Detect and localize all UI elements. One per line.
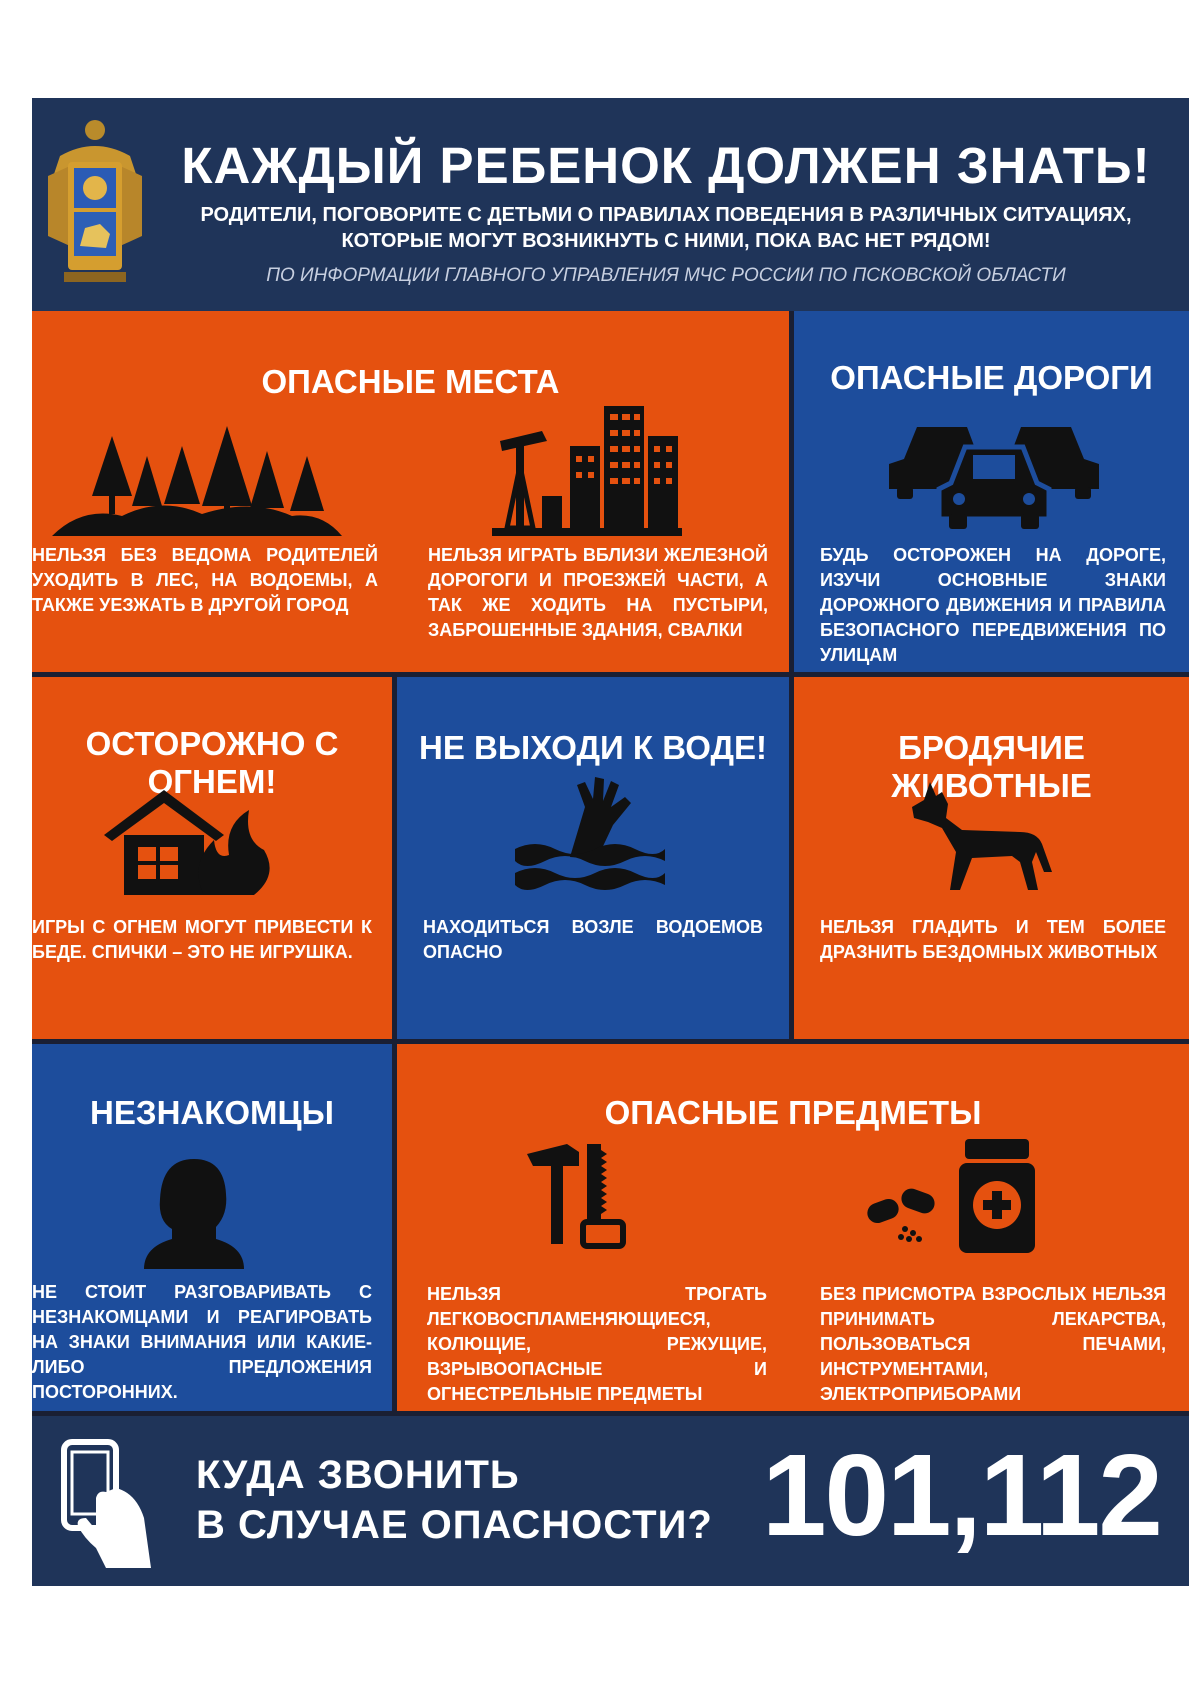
source-note: ПО ИНФОРМАЦИИ ГЛАВНОГО УПРАВЛЕНИЯ МЧС РОССИИ ПО ПСКОВСКОЙ ОБЛАСТИ	[266, 265, 1066, 286]
animals-warning-text: НЕЛЬЗЯ ГЛАДИТЬ И ТЕМ БОЛЕЕ ДРАЗНИТЬ БЕЗДОМНЫХ ЖИВОТНЫХ	[820, 917, 1166, 962]
panel-animals	[794, 677, 1189, 1039]
forest-warning-text: НЕЛЬЗЯ БЕЗ ВЕДОМА РОДИТЕЛЕЙ УХОДИТЬ В ЛЕС, НА ВОДОЕМЫ, А ТАКЖЕ УЕЗЖАТЬ В ДРУГОЙ ГОРОД	[32, 545, 378, 615]
subtitle-line-2: КОТОРЫЕ МОГУТ ВОЗНИКНУТЬ С НИМИ, ПОКА ВАС НЕТ РЯДОМ!	[341, 230, 991, 252]
city-icon	[492, 406, 682, 536]
call-line-1: КУДА ЗВОНИТЬ	[196, 1453, 520, 1497]
tools-icon	[527, 1144, 637, 1254]
cars-icon	[889, 419, 1099, 529]
medicine-warning-text: БЕЗ ПРИСМОТРА ВЗРОСЛЫХ НЕЛЬЗЯ ПРИНИМАТЬ ЛЕКАРСТВА, ПОЛЬЗОВАТЬСЯ ПЕЧАМИ, ИНСТРУМЕНТАМИ, ЭЛЕКТРОПРИБОРАМИ	[820, 1284, 1166, 1404]
panel-fire	[32, 677, 392, 1039]
panel-strangers	[32, 1044, 392, 1411]
tools-warning-text: НЕЛЬЗЯ ТРОГАТЬ ЛЕГКОВОСПЛАМЕНЯЮЩИЕСЯ, КОЛЮЩИЕ, РЕЖУЩИЕ, ВЗРЫВООПАСНЫЕ И ОГНЕСТРЕЛЬНЫЕ ПРЕДМЕТЫ	[427, 1284, 767, 1404]
subtitle	[156, 202, 1176, 254]
mchs-emblem-icon	[40, 116, 150, 294]
panel-dangerous-roads	[794, 311, 1189, 672]
subtitle-line-1: РОДИТЕЛИ, ПОГОВОРИТЕ С ДЕТЬМИ О ПРАВИЛАХ ПОВЕДЕНИЯ В РАЗЛИЧНЫХ СИТУАЦИЯХ,	[200, 204, 1132, 226]
panel-title: БРОДЯЧИЕ ЖИВОТНЫЕ	[891, 729, 1092, 804]
emergency-numbers: 101,112	[762, 1430, 1161, 1560]
water-warning-text: НАХОДИТЬСЯ ВОЗЛЕ ВОДОЕМОВ ОПАСНО	[423, 917, 763, 962]
panel-title: ОПАСНЫЕ ПРЕДМЕТЫ	[604, 1094, 982, 1131]
phone-hand-icon	[56, 1438, 156, 1568]
panel-title: ОПАСНЫЕ МЕСТА	[261, 363, 560, 400]
medicine-icon	[867, 1139, 1037, 1254]
call-question	[196, 1450, 713, 1550]
header	[32, 98, 1189, 311]
call-line-2: В СЛУЧАЕ ОПАСНОСТИ?	[196, 1503, 713, 1547]
panel-water	[397, 677, 789, 1039]
fire-warning-text: ИГРЫ С ОГНЕМ МОГУТ ПРИВЕСТИ К БЕДЕ. СПИЧКИ – ЭТО НЕ ИГРУШКА.	[32, 917, 372, 962]
page-title: КАЖДЫЙ РЕБЕНОК ДОЛЖЕН ЗНАТЬ!	[181, 137, 1151, 194]
panel-title: ОСТОРОЖНО С ОГНЕМ!	[85, 725, 339, 800]
strangers-warning-text: НЕ СТОИТ РАЗГОВАРИВАТЬ С НЕЗНАКОМЦАМИ И РЕАГИРОВАТЬ НА ЗНАКИ ВНИМАНИЯ ИЛИ КАКИЕ-ЛИБО ПРЕДЛОЖЕНИЯ ПОСТОРОННИХ.	[32, 1282, 372, 1402]
panel-dangerous-items	[397, 1044, 1189, 1411]
drowning-hand-icon	[515, 777, 665, 897]
footer	[32, 1416, 1189, 1586]
roads-warning-text: БУДЬ ОСТОРОЖЕН НА ДОРОГЕ, ИЗУЧИ ОСНОВНЫЕ ЗНАКИ ДОРОЖНОГО ДВИЖЕНИЯ И ПРАВИЛА БЕЗОПАСНОГО ПЕРЕДВИЖЕНИЯ ПО УЛИЦАМ	[820, 545, 1166, 665]
city-warning-text: НЕЛЬЗЯ ИГРАТЬ ВБЛИЗИ ЖЕЛЕЗНОЙ ДОРОГОГИ И ПРОЕЗЖЕЙ ЧАСТИ, А ТАК ЖЕ ХОДИТЬ НА ПУСТЫРИ, ЗАБРОШЕННЫЕ ЗДАНИЯ, СВАЛКИ	[428, 545, 768, 640]
poster	[32, 98, 1189, 1586]
person-silhouette-icon	[144, 1159, 244, 1269]
dog-icon	[902, 782, 1052, 892]
panel-title: ОПАСНЫЕ ДОРОГИ	[830, 359, 1153, 396]
forest-icon	[52, 426, 342, 536]
burning-house-icon	[104, 785, 274, 895]
panel-dangerous-places	[32, 311, 789, 672]
panel-title: НЕ ВЫХОДИ К ВОДЕ!	[419, 729, 767, 766]
panel-title: НЕЗНАКОМЦЫ	[90, 1094, 334, 1131]
